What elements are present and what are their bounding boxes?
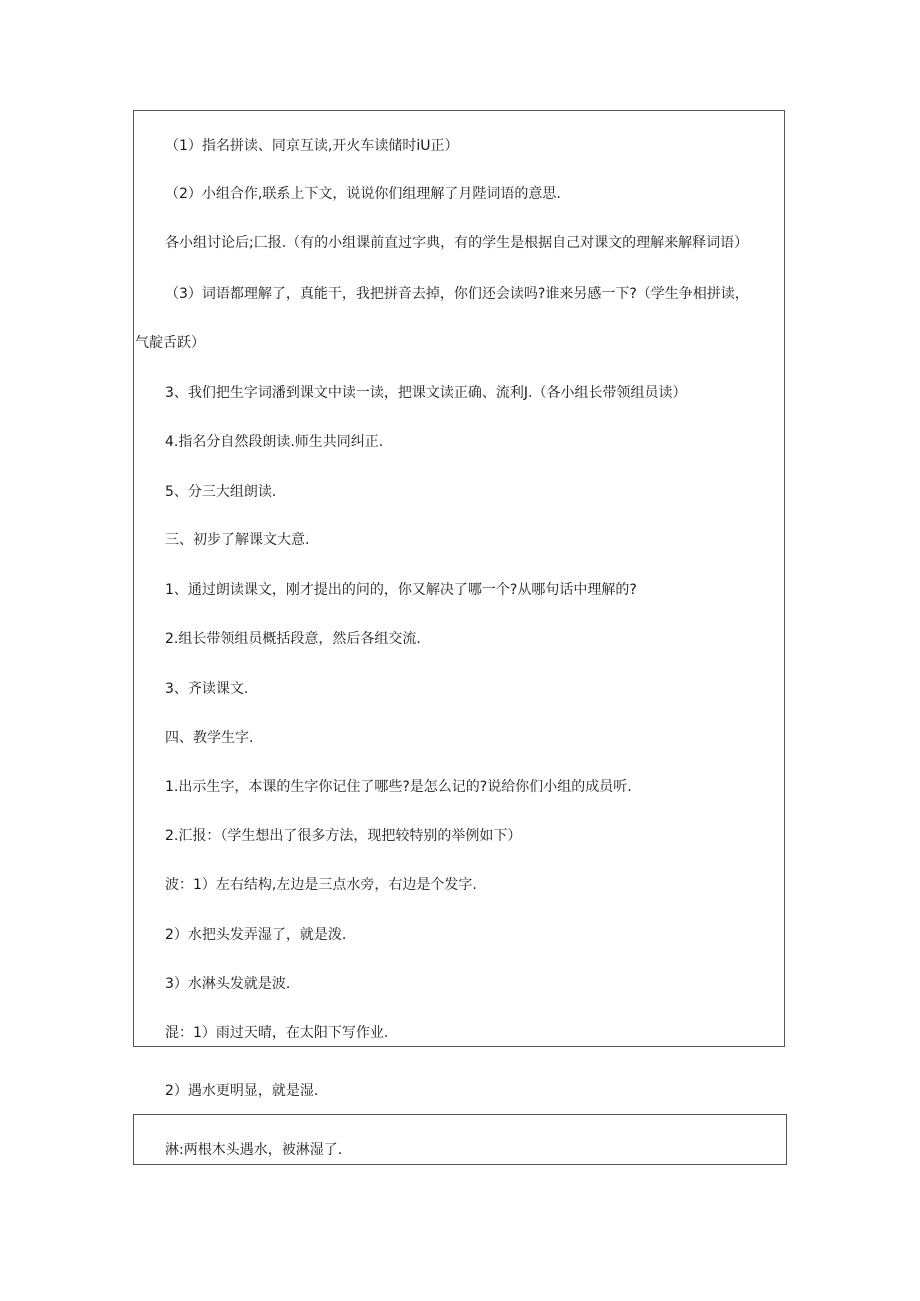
text-line: 4.指名分自然段朗读.师生共同纠正. xyxy=(165,434,384,450)
text-line: 2）遇水更明显，就是湿. xyxy=(165,1083,319,1099)
text-line: 混：1）雨过天晴，在太阳下写作业. xyxy=(165,1025,389,1041)
text-line: 各小组讨论后;匚报.（有的小组课前直过字典，有的学生是根据自己对课文的理解来解释词语） xyxy=(165,235,749,251)
text-line: （2）小组合作,联系上下文，说说你们组理解了月陛词语的意思. xyxy=(165,186,561,202)
section-heading: 四、教学生字. xyxy=(165,730,254,746)
text-line: 波：1）左右结构,左边是三点水旁，右边是个发字. xyxy=(165,877,477,893)
text-line: 淋:两根木头遇水，被淋湿了. xyxy=(165,1142,343,1158)
text-line: 2.组长带领组员概括段意，然后各组交流. xyxy=(165,631,421,647)
text-line: 3、我们把生字词潘到课文中读一读，把课文读正确、流利J.（各小组长带领组员读） xyxy=(165,385,687,401)
text-line: 1.出示生字，本课的生字你记住了哪些?是怎么记的?说给你们小组的成员听. xyxy=(165,779,632,795)
text-line: 2）水把头发弄湿了，就是泼. xyxy=(165,927,347,943)
text-line: （3）词语都理解了，真能干，我把拼音去掉，你们还会读吗?谁来另感一下?（学生争相拼读， xyxy=(165,286,749,302)
text-line: 1、通过朗读课文，刚才提出的问的，你又解决了哪一个?从哪句话中理解的? xyxy=(165,582,637,598)
text-line: 3、齐读课文. xyxy=(165,681,249,697)
text-line: 2.汇报：（学生想出了很多方法，现把较特别的举例如下） xyxy=(165,828,522,844)
text-line: （1）指名拼读、同京互读,开火车读储时iU正） xyxy=(165,138,459,154)
section-heading: 三、初步了解课文大意. xyxy=(165,532,310,548)
text-line: 5、分三大组朗读. xyxy=(165,484,277,500)
text-line: 气靛舌跃） xyxy=(135,335,205,351)
text-line: 3）水淋头发就是波. xyxy=(165,976,291,992)
